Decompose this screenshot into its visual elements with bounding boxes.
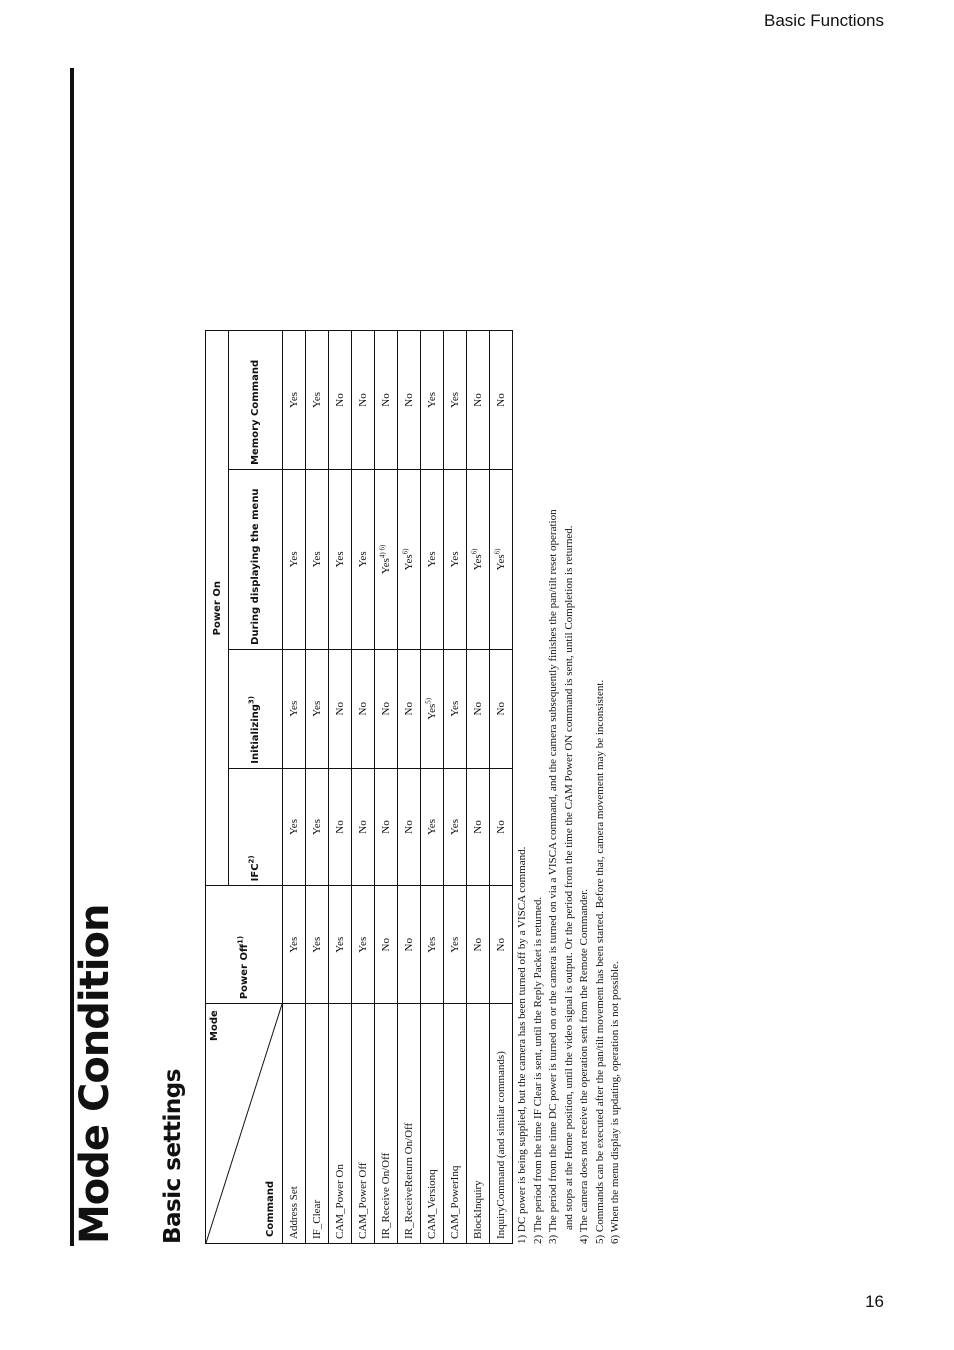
table-row xyxy=(375,331,398,1244)
command-cell: BlockInquiry xyxy=(467,1004,490,1244)
value-text: Yes xyxy=(311,700,323,717)
col-header-memory xyxy=(229,331,283,470)
value-cell xyxy=(421,886,444,1004)
value-cell xyxy=(283,768,306,886)
value-text: No xyxy=(334,393,346,407)
value-cell xyxy=(421,469,444,649)
value-text: Yes xyxy=(449,551,461,568)
value-cell xyxy=(467,886,490,1004)
value-text: Yes xyxy=(311,936,323,953)
col-header-menu xyxy=(229,469,283,649)
value-cell xyxy=(329,886,352,1004)
table-row xyxy=(306,331,329,1244)
command-cell: CAM_Power On xyxy=(329,1004,352,1244)
value-cell xyxy=(375,886,398,1004)
page-number: 16 xyxy=(865,1292,884,1311)
footnote-ref: 5) xyxy=(424,697,433,704)
command-cell: CAM_PowerInq xyxy=(444,1004,467,1244)
value-cell xyxy=(306,331,329,470)
value-cell xyxy=(283,469,306,649)
value-text: Yes xyxy=(334,551,346,568)
value-text: No xyxy=(357,820,369,834)
value-cell xyxy=(490,886,513,1004)
col-header-initializing xyxy=(229,649,283,768)
value-text: No xyxy=(472,702,484,716)
table-row xyxy=(490,331,513,1244)
page-title: Mode Condition xyxy=(72,904,118,1244)
value-text: Yes xyxy=(288,551,300,568)
value-cell xyxy=(467,469,490,649)
value-text: Yes xyxy=(311,391,323,408)
value-text: Yes xyxy=(288,936,300,953)
value-text: Yes xyxy=(426,936,438,953)
value-text: No xyxy=(334,820,346,834)
footnote-5: 5) Commands can be executed after the pan/tilt movement has been started. Before that, camera movement may be inconsistent. xyxy=(593,679,606,1244)
running-header: Basic Functions xyxy=(764,11,884,30)
value-text: No xyxy=(495,938,507,952)
table-row xyxy=(444,331,467,1244)
value-text: No xyxy=(472,393,484,407)
value-text: Yes xyxy=(380,558,392,575)
table-row xyxy=(283,331,306,1244)
value-text: Yes xyxy=(311,551,323,568)
corner-command-label: Command xyxy=(265,1180,276,1237)
value-text: Yes xyxy=(311,819,323,836)
value-text: Yes xyxy=(449,700,461,717)
footnotes xyxy=(515,144,624,1244)
col-header-ifc xyxy=(229,768,283,886)
value-cell xyxy=(352,469,375,649)
value-text: Yes xyxy=(449,391,461,408)
command-cell: CAM_Power Off xyxy=(352,1004,375,1244)
value-text: No xyxy=(495,702,507,716)
value-cell xyxy=(398,649,421,768)
value-cell xyxy=(444,331,467,470)
value-cell xyxy=(444,768,467,886)
value-cell xyxy=(306,768,329,886)
value-text: No xyxy=(403,393,415,407)
value-cell xyxy=(467,649,490,768)
table-body xyxy=(283,331,513,1244)
value-cell xyxy=(398,886,421,1004)
footnote-1: 1) DC power is being supplied, but the camera has been turned off by a VISCA command. xyxy=(516,846,528,1244)
command-cell: IF_Clear xyxy=(306,1004,329,1244)
footnote-4: 4) The camera does not receive the operation sent from the Remote Commander. xyxy=(578,888,590,1244)
command-cell: Address Set xyxy=(283,1004,306,1244)
value-cell xyxy=(490,331,513,470)
table-row xyxy=(421,331,444,1244)
group-header-power-on: Power On xyxy=(206,331,229,886)
footnote-6: 6) When the menu display is updating, operation is not possible. xyxy=(609,961,621,1244)
value-cell xyxy=(329,768,352,886)
table-row xyxy=(398,331,421,1244)
mode-condition-table xyxy=(205,330,513,1244)
value-cell xyxy=(352,768,375,886)
value-cell xyxy=(375,649,398,768)
col-header-label: During displaying the menu xyxy=(250,488,262,645)
footnote-ref: 6) xyxy=(493,548,502,555)
value-cell xyxy=(490,469,513,649)
table-row xyxy=(352,331,375,1244)
value-text: No xyxy=(403,702,415,716)
value-text: No xyxy=(403,938,415,952)
value-cell xyxy=(444,886,467,1004)
footnote-3-continued: and stops at the Home position, until the video signal is output. Or the period from the time the CAM Power ON command is sent, until Completion is returned. xyxy=(562,525,575,1230)
value-text: Yes xyxy=(426,703,438,720)
value-text: No xyxy=(380,702,392,716)
value-cell xyxy=(398,469,421,649)
value-cell xyxy=(421,331,444,470)
value-cell xyxy=(421,649,444,768)
table-row xyxy=(467,331,490,1244)
value-text: No xyxy=(472,820,484,834)
value-cell xyxy=(398,768,421,886)
value-cell xyxy=(421,768,444,886)
value-text: Yes xyxy=(472,554,484,571)
value-text: No xyxy=(357,702,369,716)
command-cell: IR_ReceiveReturn On/Off xyxy=(398,1004,421,1244)
value-text: Yes xyxy=(449,936,461,953)
command-cell: CAM_Versionq xyxy=(421,1004,444,1244)
value-cell xyxy=(375,331,398,470)
table-row xyxy=(329,331,352,1244)
value-text: Yes xyxy=(449,819,461,836)
footnote-ref: 6) xyxy=(401,548,410,555)
value-cell xyxy=(352,649,375,768)
footnote-ref: 4) 6) xyxy=(378,544,387,559)
footnote-2: 2) The period from the time IF Clear is sent, until the Reply Packet is returned. xyxy=(531,896,544,1244)
value-text: Yes xyxy=(426,391,438,408)
value-text: Yes xyxy=(357,936,369,953)
value-cell xyxy=(467,768,490,886)
value-text: Yes xyxy=(357,551,369,568)
col-header-label: Memory Command xyxy=(250,359,262,465)
value-cell xyxy=(329,649,352,768)
value-text: Yes xyxy=(288,700,300,717)
corner-header xyxy=(206,1004,283,1244)
footnote-ref: 2) xyxy=(247,855,256,864)
value-cell xyxy=(352,886,375,1004)
col-header-label: IFC xyxy=(250,863,262,882)
value-text: No xyxy=(403,820,415,834)
value-text: Yes xyxy=(288,819,300,836)
value-cell xyxy=(444,469,467,649)
value-text: No xyxy=(380,393,392,407)
value-cell xyxy=(306,886,329,1004)
value-text: No xyxy=(472,938,484,952)
value-text: Yes xyxy=(403,554,415,571)
value-cell xyxy=(490,768,513,886)
value-cell xyxy=(490,649,513,768)
value-text: Yes xyxy=(495,554,507,571)
corner-mode-label: Mode xyxy=(209,1010,220,1041)
footnote-3: 3) The period from the time DC power is turned on or the camera is turned on via a VISCA command, and the camera subsequently finishes the pan/tilt reset operation xyxy=(547,509,559,1244)
value-cell xyxy=(283,331,306,470)
value-cell xyxy=(306,469,329,649)
value-cell xyxy=(329,331,352,470)
value-text: Yes xyxy=(426,551,438,568)
value-cell xyxy=(283,886,306,1004)
value-cell xyxy=(329,469,352,649)
value-cell xyxy=(467,331,490,470)
value-text: Yes xyxy=(334,936,346,953)
value-text: No xyxy=(495,393,507,407)
value-text: No xyxy=(495,820,507,834)
footnote-ref: 3) xyxy=(247,696,256,705)
value-cell xyxy=(306,649,329,768)
col-header-label: Power Off xyxy=(238,943,250,1000)
value-cell xyxy=(444,649,467,768)
section-title: Basic settings xyxy=(160,1069,186,1244)
col-header-label: Initializing xyxy=(250,704,262,764)
footnote-ref: 6) xyxy=(470,548,479,555)
col-header-power-off xyxy=(206,886,283,1004)
value-text: Yes xyxy=(426,819,438,836)
value-text: No xyxy=(380,938,392,952)
footnote-ref: 1) xyxy=(236,935,245,944)
value-cell xyxy=(398,331,421,470)
value-cell xyxy=(375,469,398,649)
value-text: No xyxy=(380,820,392,834)
value-cell xyxy=(375,768,398,886)
command-cell: InquiryCommand (and similar commands) xyxy=(490,1004,513,1244)
value-cell xyxy=(352,331,375,470)
value-cell xyxy=(283,649,306,768)
value-text: Yes xyxy=(288,391,300,408)
command-cell: IR_Receive On/Off xyxy=(375,1004,398,1244)
value-text: No xyxy=(357,393,369,407)
value-text: No xyxy=(334,702,346,716)
